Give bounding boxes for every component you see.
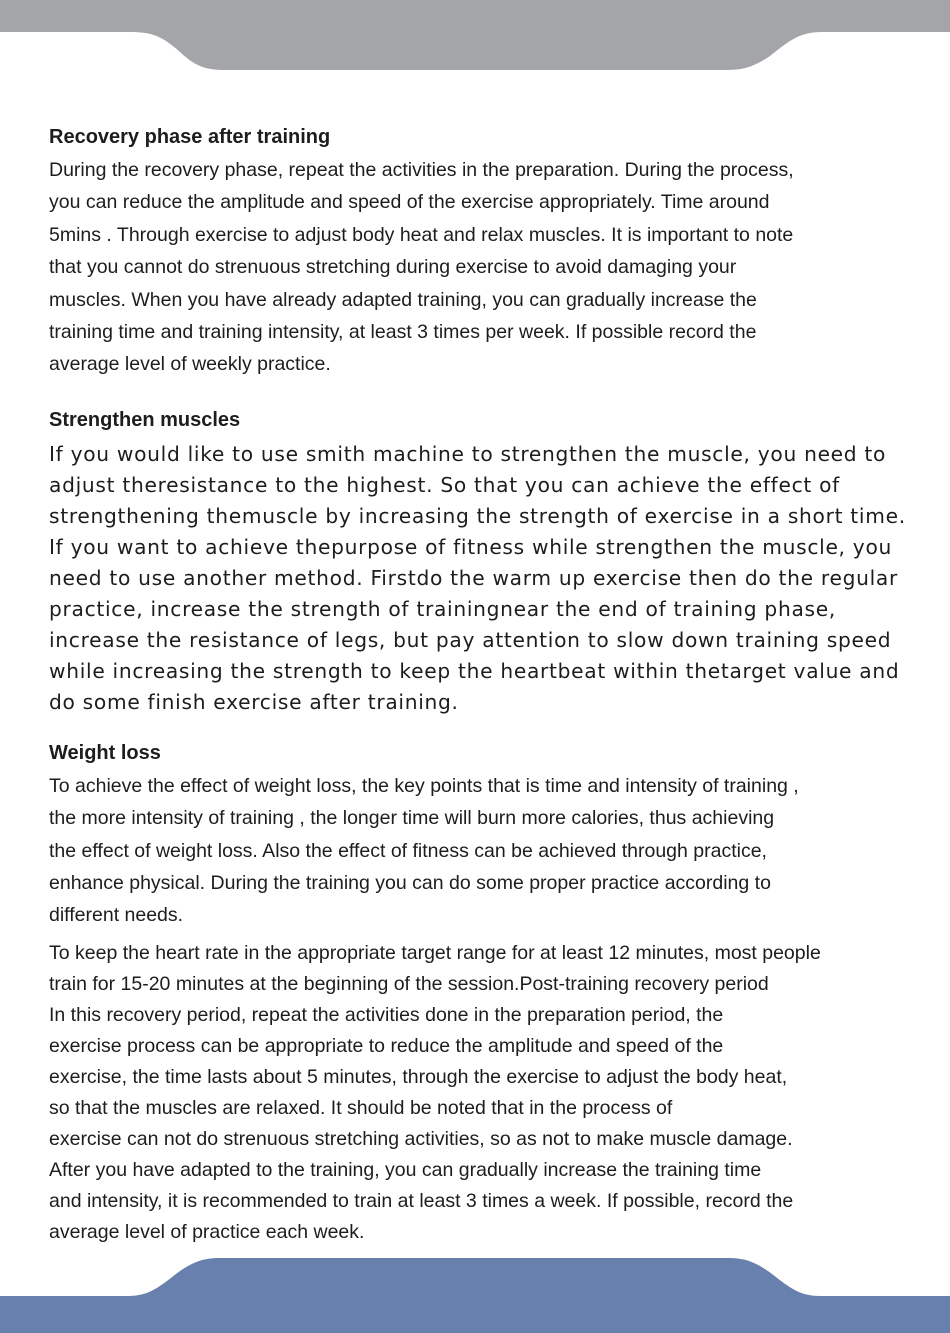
- paragraph-line: To keep the heart rate in the appropriate target range for at least 12 minutes, most people: [49, 941, 821, 964]
- paragraph-line: practice, increase the strength of trainingnear the end of training phase,: [49, 596, 836, 621]
- top-decorative-band: [0, 0, 950, 70]
- paragraph-line: average level of practice each week.: [49, 1220, 365, 1243]
- paragraph-line: strengthening themuscle by increasing the strength of exercise in a short time.: [49, 503, 906, 528]
- section-body-strengthen: [49, 439, 929, 718]
- paragraph-line: train for 15-20 minutes at the beginning of the session.Post-training recovery period: [49, 972, 769, 995]
- paragraph-line: If you want to achieve thepurpose of fitness while strengthen the muscle, you: [49, 534, 892, 559]
- paragraph-line: exercise can not do strenuous stretching activities, so as not to make muscle damage.: [49, 1127, 793, 1150]
- paragraph-line: the effect of weight loss. Also the effect of fitness can be achieved through practice,: [49, 839, 767, 862]
- paragraph-line: you can reduce the amplitude and speed of the exercise appropriately. Time around: [49, 191, 770, 214]
- paragraph-line: If you would like to use smith machine to strengthen the muscle, you need to: [49, 441, 887, 466]
- paragraph-line: that you cannot do strenuous stretching during exercise to avoid damaging your: [49, 256, 737, 279]
- section-heading-strengthen: Strengthen muscles: [49, 408, 241, 431]
- paragraph-line: adjust theresistance to the highest. So that you can achieve the effect of: [49, 472, 840, 497]
- paragraph-line: average level of weekly practice.: [49, 353, 331, 376]
- paragraph-line: After you have adapted to the training, you can gradually increase the training time: [49, 1158, 762, 1181]
- paragraph-line: muscles. When you have already adapted training, you can gradually increase the: [49, 288, 757, 311]
- section-heading-weight-loss: Weight loss: [49, 741, 161, 764]
- section-heading-recovery: Recovery phase after training: [49, 126, 331, 148]
- paragraph-line: do some finish exercise after training.: [49, 689, 459, 714]
- section-body-heart-rate: [49, 938, 929, 1248]
- section-body-recovery: [49, 154, 929, 381]
- paragraph-line: During the recovery phase, repeat the activities in the preparation. During the process,: [49, 159, 794, 181]
- section-body-weight-loss: [49, 770, 929, 932]
- paragraph-line: training time and training intensity, at least 3 times per week. If possible record the: [49, 321, 757, 344]
- paragraph-line: while increasing the strength to keep the heartbeat within thetarget value and: [49, 658, 900, 683]
- paragraph-line: exercise process can be appropriate to reduce the amplitude and speed of the: [49, 1034, 724, 1057]
- bottom-decorative-band: [0, 1258, 950, 1333]
- paragraph-line: increase the resistance of legs, but pay attention to slow down training speed: [49, 627, 892, 652]
- paragraph-line: the more intensity of training , the longer time will burn more calories, thus achieving: [49, 807, 775, 830]
- paragraph-line: and intensity, it is recommended to train at least 3 times a week. If possible, record the: [49, 1189, 794, 1212]
- paragraph-line: exercise, the time lasts about 5 minutes, through the exercise to adjust the body heat,: [49, 1065, 788, 1088]
- paragraph-line: different needs.: [49, 904, 184, 927]
- paragraph-line: 5mins . Through exercise to adjust body heat and relax muscles. It is important to note: [49, 223, 794, 246]
- paragraph-line: need to use another method. Firstdo the warm up exercise then do the regular: [49, 565, 898, 590]
- paragraph-line: In this recovery period, repeat the activities done in the preparation period, the: [49, 1003, 724, 1026]
- paragraph-line: To achieve the effect of weight loss, the key points that is time and intensity of training ,: [49, 774, 799, 797]
- document-body: [49, 122, 929, 1248]
- paragraph-line: so that the muscles are relaxed. It should be noted that in the process of: [49, 1096, 673, 1119]
- paragraph-line: enhance physical. During the training you can do some proper practice according to: [49, 872, 771, 895]
